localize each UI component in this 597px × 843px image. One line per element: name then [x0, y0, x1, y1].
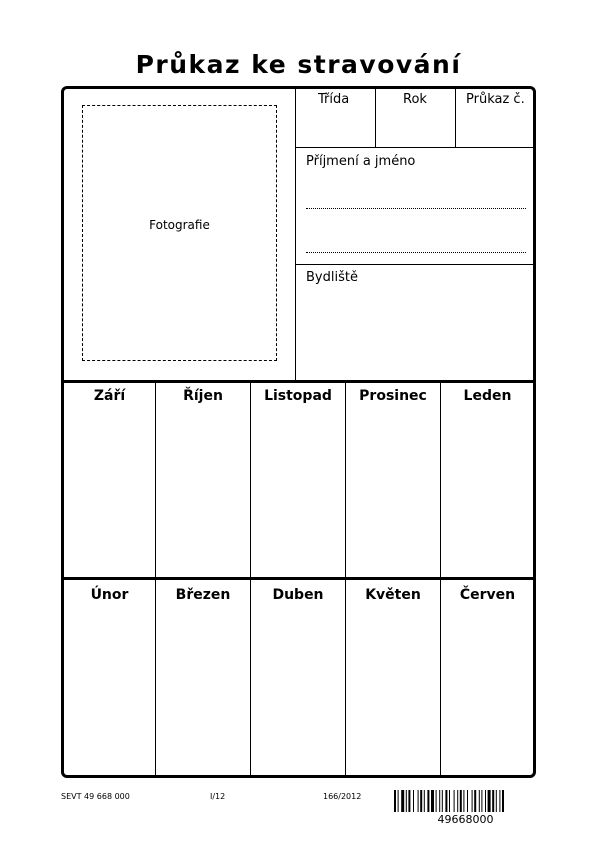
month-divider-3 [345, 383, 346, 775]
month-divider-1 [155, 383, 156, 775]
month-listopad: Listopad [264, 388, 332, 404]
divider-rok-prukaz [455, 88, 456, 148]
footer-number: 166/2012 [323, 792, 362, 801]
footer-edition: I/12 [210, 792, 226, 801]
month-kveten: Květen [365, 587, 421, 603]
name-label: Příjmení a jméno [306, 154, 416, 169]
month-divider-4 [440, 383, 441, 775]
month-prosinec: Prosinec [359, 388, 427, 404]
month-rijen: Říjen [183, 388, 223, 404]
photo-frame [82, 105, 277, 361]
divider-photo-info [295, 88, 296, 380]
name-dotted-line-1 [306, 208, 526, 209]
photo-label: Fotografie [149, 218, 210, 232]
name-dotted-line-2 [306, 252, 526, 253]
separator-months-middle [61, 577, 536, 580]
rok-label: Rok [403, 92, 427, 107]
month-brezen: Březen [175, 587, 231, 603]
footer-code: SEVT 49 668 000 [61, 792, 130, 801]
month-cerven: Červen [459, 587, 516, 603]
month-unor: Únor [90, 587, 129, 603]
barcode-icon [394, 790, 537, 812]
month-zari: Září [93, 388, 126, 404]
month-duben: Duben [272, 587, 324, 603]
trida-label: Třída [318, 92, 350, 107]
divider-name-address [295, 264, 534, 265]
page-title: Průkaz ke stravování [135, 50, 462, 79]
separator-months-top [61, 380, 536, 383]
month-divider-2 [250, 383, 251, 775]
address-label: Bydliště [306, 270, 358, 285]
month-leden: Leden [463, 388, 512, 404]
divider-trida-rok [375, 88, 376, 148]
prukaz-cislo-label: Průkaz č. [466, 92, 525, 107]
divider-header-name [295, 147, 534, 148]
barcode-number: 49668000 [437, 813, 494, 826]
